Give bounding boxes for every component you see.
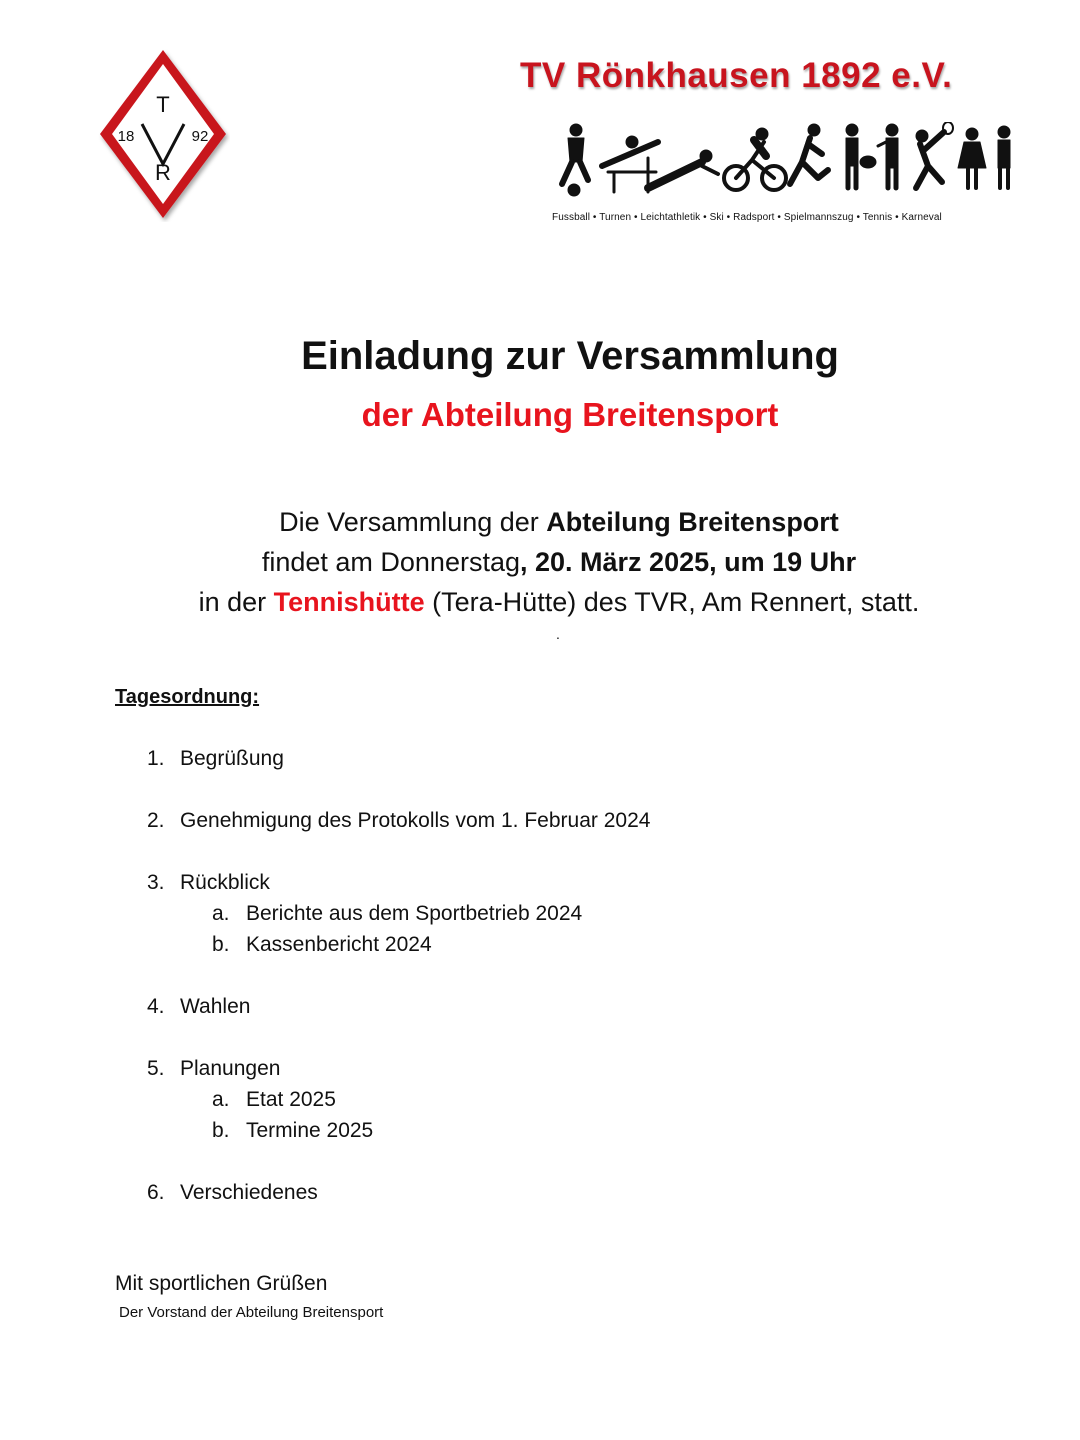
agenda-item-number: 1. [147,747,165,770]
agenda-item-label: Wahlen [180,995,251,1018]
invitation-text-part: (Tera-Hütte) des TVR, Am Rennert, statt. [424,587,920,617]
stray-dot: . [556,626,560,642]
club-name: TV Rönkhausen 1892 e.V. [520,56,953,95]
logo-number-right: 92 [191,128,209,145]
page-subtitle: der Abteilung Breitensport [361,396,779,433]
tennis-player-icon [916,122,953,188]
sports-divisions-line: Fussball • Turnen • Leichtathletik • Ski • Radsport • Spielmannszug • Tennis • Karneval [552,212,942,223]
athlete-dive-icon [648,150,718,188]
invitation-line-3 [0,582,1080,622]
page-title: Einladung zur Versammlung [301,334,839,378]
logo-letter-bottom: R [155,160,171,185]
football-player-icon [562,124,588,196]
meeting-date-time: , 20. März 2025, um 19 Uhr [520,547,857,577]
invitation-line-1 [0,502,1080,542]
agenda-item-label: Begrüßung [180,747,284,770]
agenda-item-number: 5. [147,1057,165,1080]
agenda-subitem-label: Kassenbericht 2024 [246,933,432,956]
runner-icon [790,124,828,184]
agenda-heading: Tagesordnung: [115,686,260,708]
invitation-text-part: in der [198,587,274,617]
agenda-subitem-letter: b. [212,1119,230,1142]
invitation-text-part: findet am Donnerstag [261,547,520,577]
meeting-venue: Tennishütte [273,587,425,617]
drummer-icon [846,124,876,188]
agenda-item-number: 4. [147,995,165,1018]
agenda-subitem-label: Berichte aus dem Sportbetrieb 2024 [246,902,583,925]
closing-greeting: Mit sportlichen Grüßen [115,1272,328,1295]
agenda-item-label: Genehmigung des Protokolls vom 1. Februar 2024 [180,809,651,832]
club-logo [96,46,230,222]
agenda-subitem-letter: a. [212,1088,230,1111]
logo-letter-top: T [156,92,170,117]
agenda-item-label: Verschiedenes [180,1181,318,1204]
agenda-subitem-letter: a. [212,902,230,925]
musician-icon [878,124,898,188]
invitation-text [0,502,1080,622]
department-name: Abteilung Breitensport [546,507,839,537]
agenda-item-label: Planungen [180,1057,281,1080]
agenda-item-number: 3. [147,871,165,894]
agenda-subitem-label: Etat 2025 [246,1088,336,1111]
agenda-subitem-label: Termine 2025 [246,1119,374,1142]
logo-number-left: 18 [117,128,135,145]
sports-silhouettes-image [552,122,1022,200]
agenda-subitem-letter: b. [212,933,230,956]
agenda-item-label: Rückblick [180,871,270,894]
carnival-dancers-icon [958,126,1010,188]
invitation-line-2 [0,542,1080,582]
invitation-text-part: Die Versammlung der [279,507,547,537]
sender-signature: Der Vorstand der Abteilung Breitensport [119,1304,384,1321]
cyclist-icon [724,128,786,190]
agenda-item-number: 6. [147,1181,165,1204]
agenda-item-number: 2. [147,809,165,832]
